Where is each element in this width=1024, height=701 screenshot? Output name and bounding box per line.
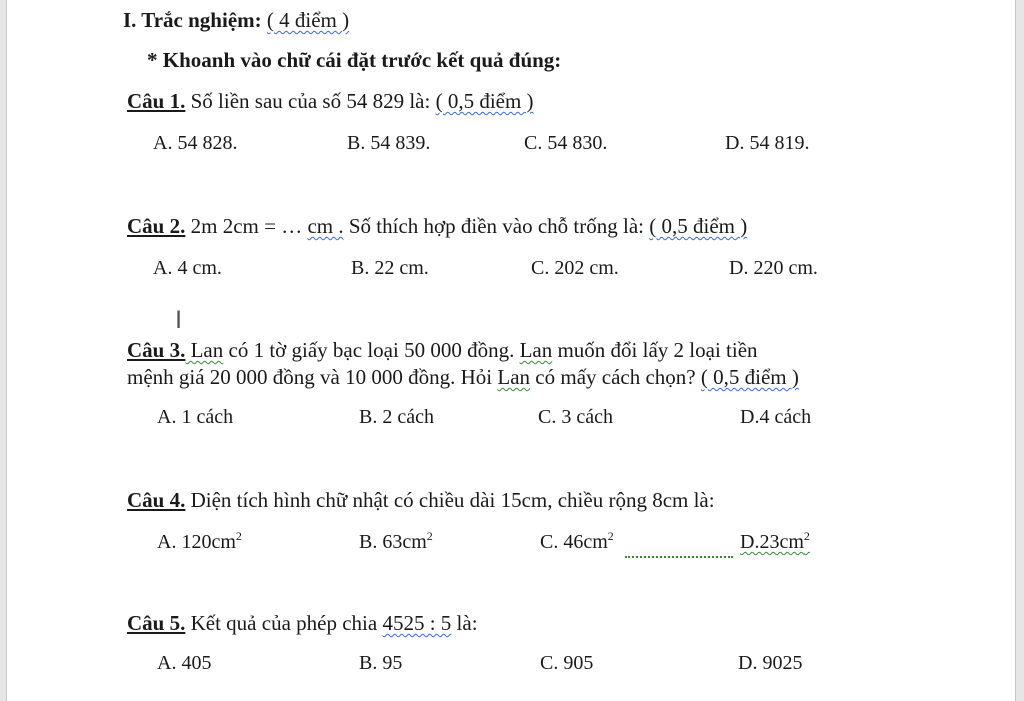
question-3-line-2 bbox=[127, 365, 799, 390]
section-score: ( 4 điểm ) bbox=[266, 8, 350, 32]
question-score: ( 0,5 điểm ) bbox=[435, 89, 534, 113]
option-d: D. 9025 bbox=[738, 652, 803, 674]
question-text: muốn đổi lấy 2 loại tiền bbox=[552, 338, 758, 362]
question-name: Lan bbox=[185, 338, 224, 362]
grammar-underline bbox=[625, 556, 733, 558]
option-a: A. 1 cách bbox=[157, 406, 234, 428]
question-score: ( 0,5 điểm ) bbox=[649, 214, 748, 238]
option-d: D. 54 819. bbox=[725, 132, 810, 154]
question-name: Lan bbox=[519, 338, 553, 362]
question-label: Câu 1. bbox=[127, 89, 186, 113]
option-a: A. $120cm^2$ bbox=[157, 529, 242, 553]
question-2 bbox=[127, 214, 747, 239]
question-3 bbox=[127, 338, 758, 363]
option-a: A. 4 cm. bbox=[153, 257, 222, 279]
question-5 bbox=[127, 611, 478, 636]
question-text: Kết quả của phép chia bbox=[185, 611, 383, 635]
question-unit: cm . bbox=[307, 214, 344, 238]
option-b: B. 95 bbox=[359, 652, 403, 674]
question-text: mệnh giá 20 000 đồng và 10 000 đồng. Hỏi bbox=[127, 365, 498, 389]
document-page bbox=[6, 0, 1016, 701]
instruction: * Khoanh vào chữ cái đặt trước kết quả đúng: bbox=[147, 48, 562, 72]
section-title: I. Trắc nghiệm: bbox=[123, 8, 262, 32]
question-expression: 4525 : 5 bbox=[382, 611, 452, 635]
question-text-rest: Số thích hợp điền vào chỗ trống là: bbox=[343, 214, 650, 238]
question-1 bbox=[127, 89, 534, 114]
option-c: C. 54 830. bbox=[524, 132, 608, 154]
question-score: ( 0,5 điểm ) bbox=[700, 365, 799, 389]
question-label: Câu 2. bbox=[127, 214, 186, 238]
question-label: Câu 5. bbox=[127, 611, 186, 635]
question-text: có mấy cách chọn? bbox=[530, 365, 701, 389]
option-c: C. 202 cm. bbox=[531, 257, 619, 279]
option-a: A. 405 bbox=[157, 652, 212, 674]
option-d: D.4 cách bbox=[740, 406, 812, 428]
section-heading bbox=[123, 8, 349, 33]
question-label: Câu 4. bbox=[127, 488, 186, 512]
option-b: B. 54 839. bbox=[347, 132, 431, 154]
option-c: C. 905 bbox=[540, 652, 594, 674]
question-name: Lan bbox=[497, 365, 531, 389]
option-b: B. 2 cách bbox=[359, 406, 434, 428]
option-d: D. 220 cm. bbox=[729, 257, 818, 279]
option-b: B. $63cm^2$ bbox=[359, 529, 433, 553]
question-text: có 1 tờ giấy bạc loại 50 000 đồng. bbox=[223, 338, 520, 362]
option-b: B. 22 cm. bbox=[351, 257, 429, 279]
question-text: 2m 2cm = … bbox=[185, 214, 308, 238]
option-d: $D.23cm^2$ bbox=[740, 529, 810, 553]
question-text-rest: là: bbox=[451, 611, 478, 635]
option-c: C. 3 cách bbox=[538, 406, 613, 428]
question-text: Số liền sau của số 54 829 là: bbox=[185, 89, 436, 113]
question-label: Câu 3. bbox=[127, 338, 186, 362]
text-cursor-icon: Ⅰ bbox=[175, 306, 183, 334]
option-a: A. 54 828. bbox=[153, 132, 238, 154]
option-c: C. $46cm^2$ bbox=[540, 529, 614, 553]
question-text: Diện tích hình chữ nhật có chiều dài 15cm, chiều rộng 8cm là: bbox=[185, 488, 715, 512]
question-4 bbox=[127, 488, 715, 513]
